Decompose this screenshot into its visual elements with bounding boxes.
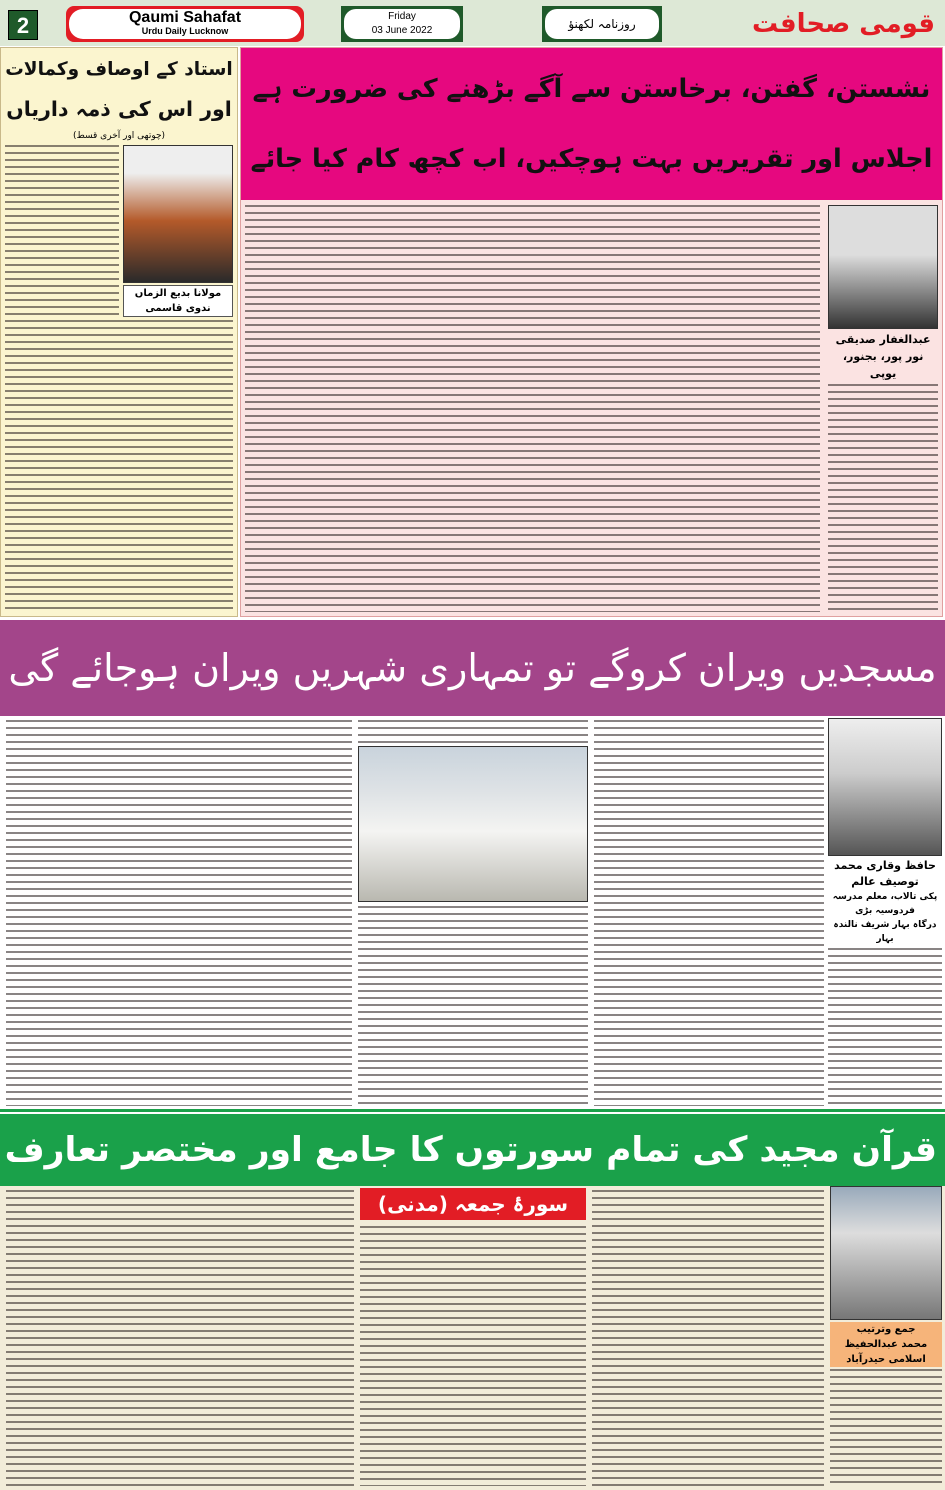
body-text	[5, 320, 233, 612]
body-columns	[358, 906, 588, 1106]
author-photo	[828, 205, 938, 329]
author-caption: مولانا بدیع الزماں ندوی قاسمی	[123, 285, 233, 317]
author-caption	[828, 858, 942, 946]
mosque-article	[0, 716, 945, 1112]
article-subtitle: (چوتھی اور آخری قسط)	[72, 131, 166, 141]
author-column	[830, 1186, 942, 1486]
author-line: پکی تالاب، معلم مدرسہ فردوسیہ بڑی	[832, 892, 938, 916]
author-photo	[123, 145, 233, 283]
urdu-label-box	[542, 6, 662, 42]
page-number: 2	[8, 10, 38, 40]
newspaper-name: Qaumi Sahafat	[128, 9, 242, 26]
author-caption	[828, 331, 938, 382]
author-column	[828, 718, 942, 1106]
newspaper-name-box	[66, 6, 304, 42]
body-columns	[592, 1190, 824, 1486]
date-box	[341, 6, 463, 42]
body-text	[830, 1369, 942, 1486]
quran-article	[0, 1186, 945, 1490]
body-text	[828, 384, 938, 612]
top-article	[240, 47, 943, 617]
author-photo	[828, 718, 942, 856]
body-text	[358, 720, 588, 744]
masthead	[0, 0, 945, 46]
mosque-photo	[358, 746, 588, 902]
headline-line: نشستن، گفتن، برخاستن سے آگے بڑھنے کی ضرورت ہے	[252, 74, 931, 104]
body-columns	[594, 720, 824, 1106]
title-line: اور اس کی ذمہ داریاں	[6, 97, 232, 121]
tagline: Urdu Daily Lucknow	[141, 26, 229, 36]
author-name: عبدالغفار صدیقی	[835, 333, 931, 346]
body-columns	[6, 1190, 354, 1486]
article-headline	[241, 48, 942, 200]
headline-line: اجلاس اور تقریریں بہت ہوچکیں، اب کچھ کام کیا جائے	[250, 144, 933, 174]
author-place: نور پور، بجنور، یوپی	[842, 350, 924, 380]
body-text	[828, 948, 942, 1106]
body-text	[5, 145, 119, 315]
body-columns	[6, 720, 352, 1106]
sura-sub-banner: سورۂ جمعہ (مدنی)	[360, 1188, 586, 1220]
left-article	[0, 47, 238, 617]
compiler-name: محمد عبدالحفیظ اسلامی حیدرآباد	[844, 1339, 928, 1365]
mosque-headline-banner: مسجدیں ویران کروگے تو تمہاری شہریں ویران ہوجائے گی	[0, 620, 945, 716]
title-line: استاد کے اوصاف وکمالات	[5, 59, 233, 80]
urdu-label: روزنامہ لکھنؤ	[545, 9, 659, 39]
author-name: حافظ وقاری محمد توصیف عالم	[834, 859, 936, 888]
date: 03 June 2022	[371, 25, 433, 36]
body-columns	[245, 205, 820, 612]
author-caption	[830, 1322, 942, 1367]
quran-headline-banner: قرآن مجید کی تمام سورتوں کا جامع اور مختصر تعارف	[0, 1114, 945, 1186]
author-line: درگاہ بہار شریف نالندہ بہار	[833, 920, 937, 944]
day: Friday	[388, 11, 416, 22]
compiler-label: جمع وترتیب	[856, 1324, 916, 1335]
author-photo	[830, 1186, 942, 1320]
body-columns	[360, 1226, 586, 1486]
brand-logo: قومی صحافت	[752, 9, 935, 39]
